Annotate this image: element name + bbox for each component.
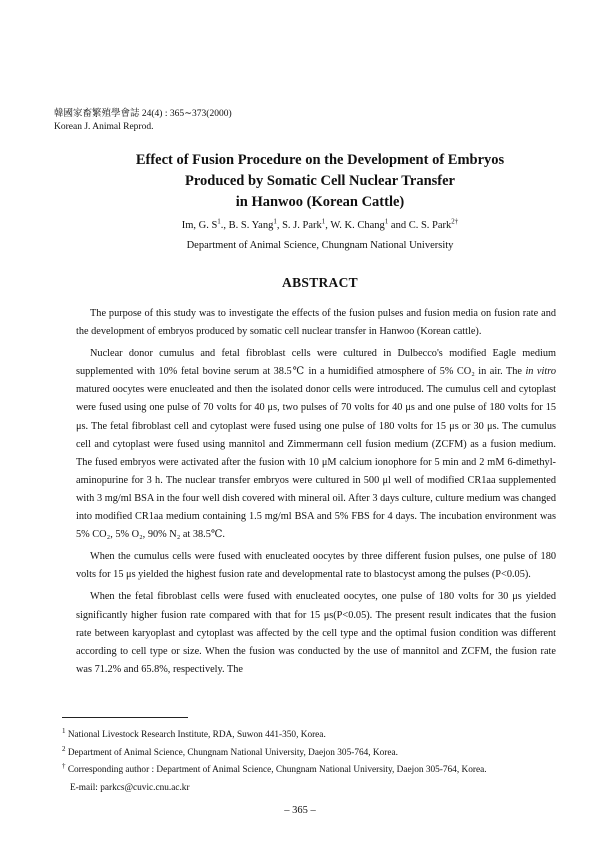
page-number: – 365 –: [284, 805, 316, 816]
journal-citation-korean: 韓國家畜繁殖學會誌 24(4) : 365∼373(2000): [54, 109, 232, 119]
author-4-affil: 1: [384, 217, 389, 226]
footnote-2-text: Department of Animal Science, Chungnam National University, Daejon 305-764, Korea.: [67, 747, 398, 758]
author-2-affil: 1: [273, 217, 277, 226]
journal-citation-english: Korean J. Animal Reprod.: [54, 122, 154, 132]
author-5: and C. S. Park: [388, 220, 452, 231]
abstract-paragraph-2: [76, 345, 556, 544]
footnote-3-mark: †: [62, 761, 66, 770]
paragraph-2-text-a: Nuclear donor cumulus and fetal fibroblast cells were cultured in Dulbecco's modified Eagle medium supplemented with 10% fetal bovine serum at 38.5℃ in a humidified atmosphere of 5% CO₂ in air. The: [76, 348, 556, 378]
author-3: , S. J. Park: [276, 220, 322, 231]
footnote-2: [62, 745, 562, 763]
footnote-3-email: E-mail: parkcs@cuvic.cnu.ac.kr: [70, 782, 190, 793]
footnote-rule: [62, 717, 188, 718]
author-4: , W. K. Chang: [325, 220, 385, 231]
footnote-1-mark: 1: [62, 726, 66, 735]
author-list: [40, 217, 600, 231]
abstract-paragraph-1: The purpose of this study was to investigate the effects of the fusion pulses and fusion media on fusion rate and the development of embryos produced by somatic cell nuclear transfer in Hanwoo (Korean cattle).: [76, 308, 556, 338]
author-5-affil: 2†: [451, 217, 459, 226]
abstract-paragraph-4: When the fetal fibroblast cells were fused with enucleated oocytes, one pulse of 180 volts for 30 μs yielded significantly higher fusion rate compared with that for 15 μs(P<0.05). The present result indicates that the fusion rate between karyoplast and cytoplast was affected by the cell type and the optimal fusion condition was different according to cell type or size. When the fusion was conducted by the use of mannitol and ZCFM, the fusion rate was 71.2% and 65.8%, respectively. The: [76, 591, 556, 675]
abstract-body: [76, 305, 556, 683]
paper-title: [40, 150, 600, 213]
journal-citation: [54, 108, 232, 134]
author-1: Im, G. S: [181, 220, 218, 231]
title-line-2: Produced by Somatic Cell Nuclear Transfer: [185, 173, 455, 189]
abstract-heading: ABSTRACT: [282, 275, 358, 290]
paragraph-2-text-b: matured oocytes were enucleated and then the isolated donor cells were introduced. The cumulus cell and cytoplast were fused using one pulse of 70 volts for 40 μs, two pulses of 70 volts for 40 μs and one pulse of 180 volts for 15 μs. The fetal fibroblast cell and cytoplast were fused using one pulse of 180 volts for 15 μs or 30 μs. The cumulus cell and cytoplast were fused using mannitol and Zimmermann cell fusion medium (ZCFM) as a fusion medium. The fused embryos were activated after the fusion with 10 μM calcium ionophore for 5 min and 2 mM 6-dimethyl- aminopurine for 3 h. The nuclear transfer embryos were cultured in 500 μl well of modified CR1aa supplemented with 3 mg/ml BSA in the four well dish covered with mineral oil. After 3 days culture, culture medium was changed into modified CR1aa medium containing 1.5 mg/ml BSA and 5% FBS for 4 days. The incubation environment was 5% CO₂, 5% O₂, 90% N₂ at 38.5℃.: [76, 384, 556, 541]
footnotes: [62, 727, 562, 797]
footnote-2-mark: 2: [62, 744, 66, 753]
affiliation: Department of Animal Science, Chungnam National University: [186, 240, 454, 251]
abstract-paragraph-3: When the cumulus cells were fused with enucleated oocytes by three different fusion pulses, one pulse of 180 volts for 15 μs yielded the highest fusion rate and developmental rate to blastocyst among the pulses (P<0.05).: [76, 551, 556, 581]
paragraph-2-italic: in vitro: [525, 366, 556, 378]
footnote-3: [62, 762, 562, 780]
footnote-1-text: National Livestock Research Institute, RDA, Suwon 441-350, Korea.: [67, 730, 326, 740]
footnote-1: [62, 727, 562, 745]
footnote-3-text: Corresponding author : Department of Animal Science, Chungnam National University, Daejon 305-764, Korea.: [67, 765, 487, 775]
title-line-3: in Hanwoo (Korean Cattle): [235, 194, 405, 210]
author-2: ., B. S. Yang: [220, 220, 274, 231]
author-3-affil: 1: [321, 217, 326, 226]
title-line-1: Effect of Fusion Procedure on the Development of Embryos: [135, 152, 505, 168]
author-1-affil: 1: [217, 217, 221, 226]
